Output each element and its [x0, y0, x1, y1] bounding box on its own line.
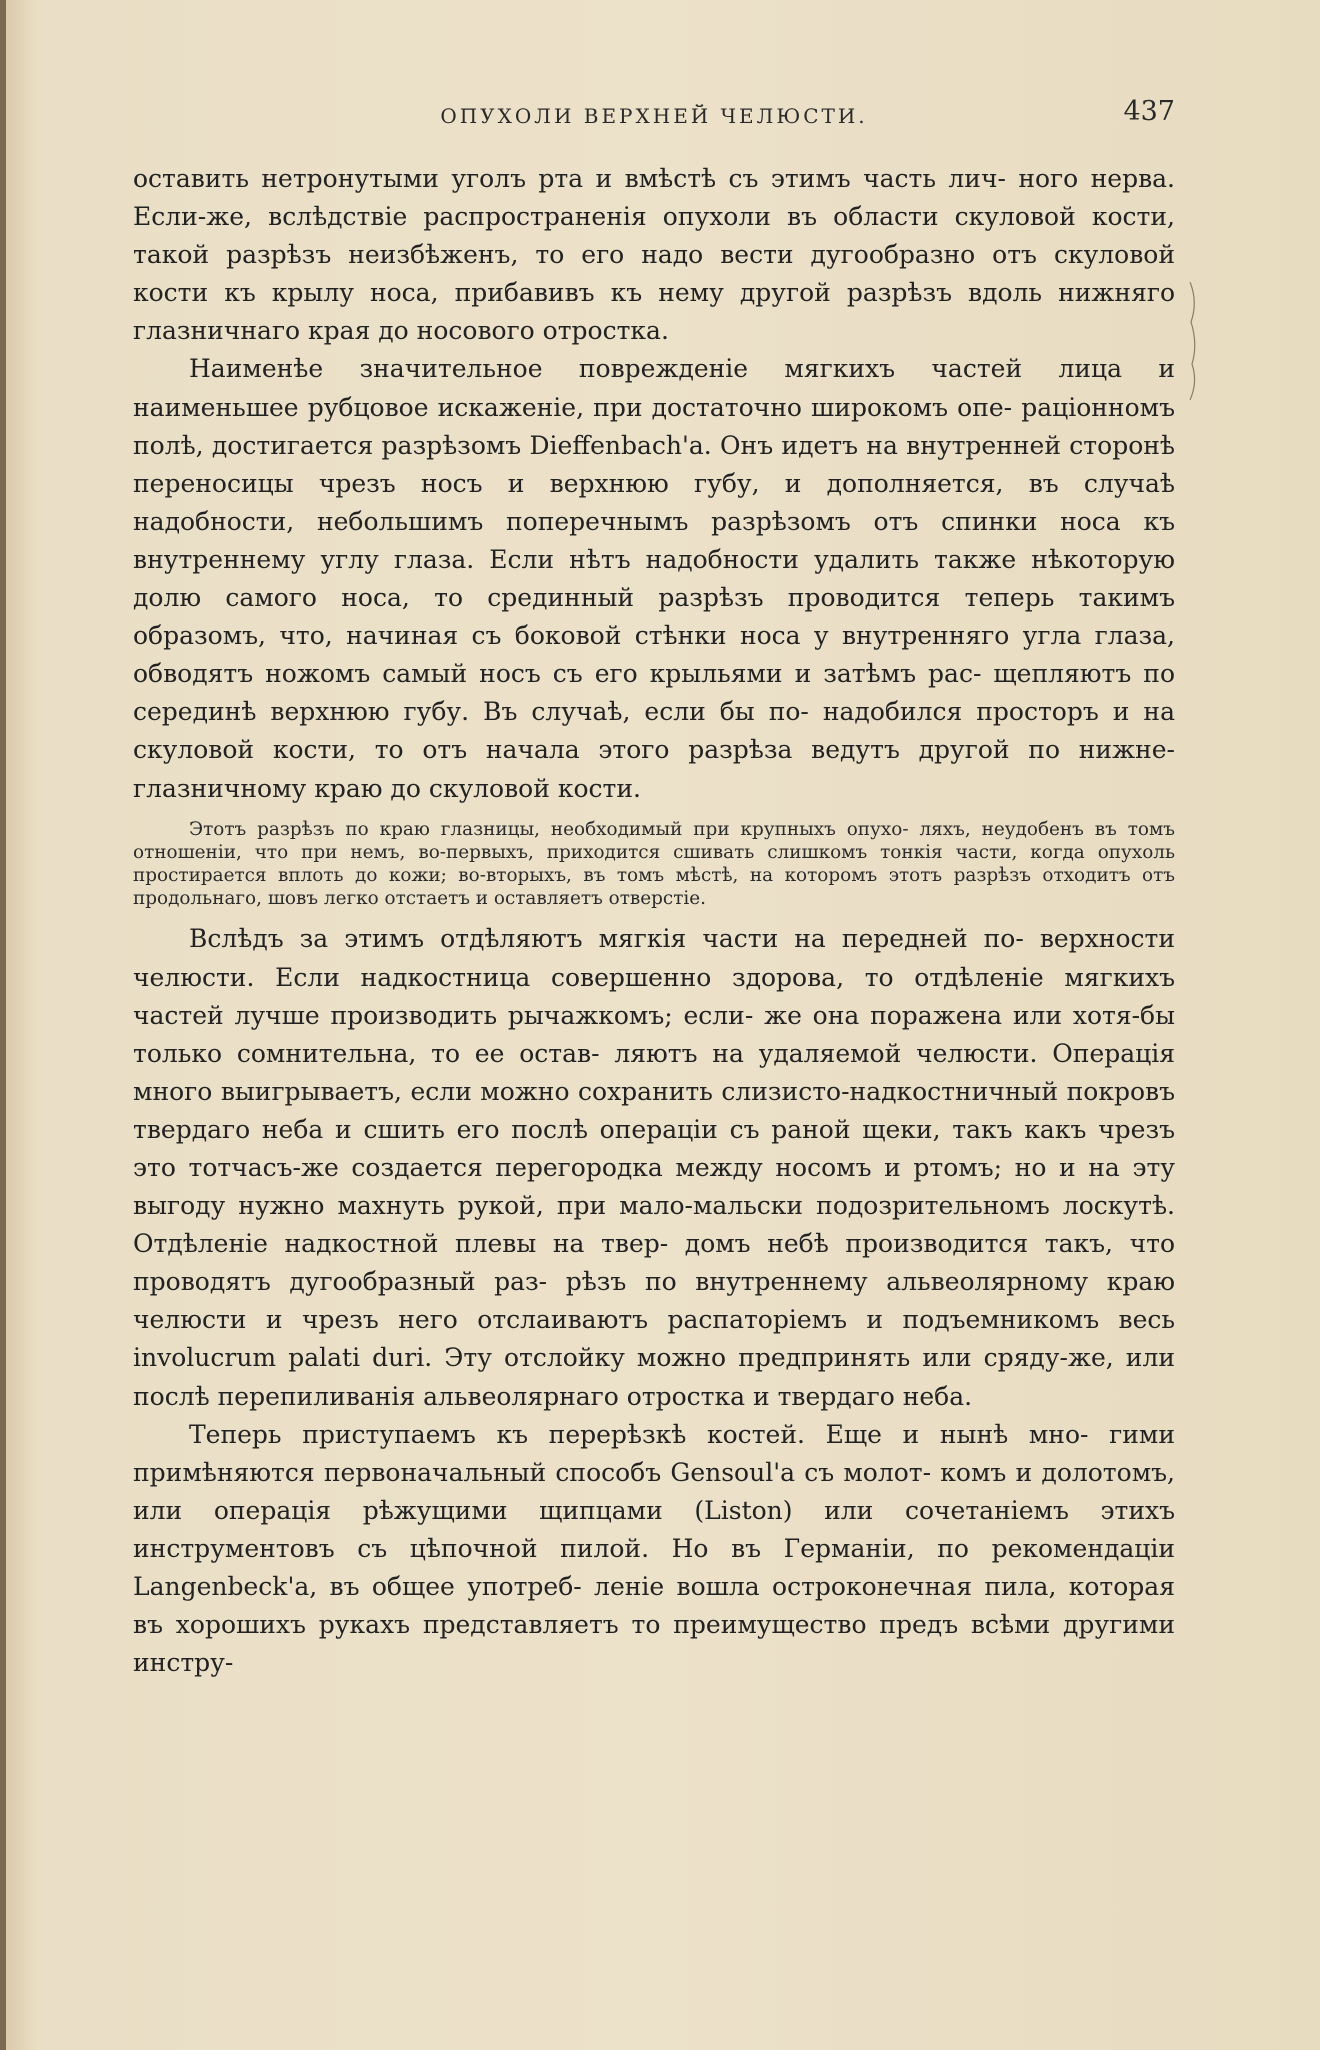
paragraph-1: оставить нетронутыми уголъ рта и вмѣстѣ съ этимъ часть лич- ного нерва. Если-же, вслѣдствіе распространенія опухоли въ области скуловой кости, такой разрѣзъ неизбѣженъ, то его надо вести дугообразно отъ скуловой кости къ крылу носа, прибавивъ къ нему другой разрѣзъ вдоль нижняго глазничнаго края до носового отростка. — [133, 164, 1175, 346]
footnote: Этотъ разрѣзъ по краю глазницы, необходимый при крупныхъ опухо- ляхъ, неудобенъ въ томъ отношеніи, что при немъ, во-первыхъ, приходится сшивать слишкомъ тонкія части, когда опухоль простирается вплоть до кожи; во-вторыхъ, въ томъ мѣстѣ, на которомъ этотъ разрѣзъ отходитъ отъ продольнаго, шовъ легко отстаетъ и оставляетъ отверстіе. — [133, 818, 1175, 910]
running-title: ОПУХОЛИ ВЕРХНЕЙ ЧЕЛЮСТИ. — [440, 104, 868, 128]
paragraph-2: Наименѣе значительное поврежденіе мягкихъ частей лица и наименьшее рубцовое искаженіе, при достаточно широкомъ опе- раціонномъ полѣ, достигается разрѣзомъ Dieffenbach'а. Онъ идетъ на внутренней сторонѣ переносицы чрезъ носъ и верхнюю губу, и дополняется, въ случаѣ надобности, небольшимъ поперечнымъ разрѣзомъ отъ спинки носа къ внутреннему углу глаза. Если нѣтъ надобности удалить также нѣкоторую долю самого носа, то срединный разрѣзъ проводится теперь такимъ образомъ, что, начиная съ боковой стѣнки носа у внутренняго угла глаза, обводятъ ножомъ самый носъ съ его крыльями и затѣмъ рас- щепляютъ по серединѣ верхнюю губу. Въ случаѣ, если бы по- надобился просторъ и на скуловой кости, то отъ начала этого разрѣза ведутъ другой по нижне-глазничному краю до скуловой кости. — [133, 354, 1175, 803]
page-body — [133, 160, 1175, 1682]
paragraph-3: Вслѣдъ за этимъ отдѣляютъ мягкія части на передней по- верхности челюсти. Если надкостница совершенно здорова, то отдѣленіе мягкихъ частей лучше производить рычажкомъ; если- же она поражена или хотя-бы только сомнительна, то ее остав- ляютъ на удаляемой челюсти. Операція много выигрываетъ, если можно сохранить слизисто-надкостничный покровъ твердаго неба и сшить его послѣ операціи съ раной щеки, такъ какъ чрезъ это тотчасъ-же создается перегородка между носомъ и ртомъ; но и на эту выгоду нужно махнуть рукой, при мало-мальски подозрительномъ лоскутѣ. Отдѣленіе надкостной плевы на твер- домъ небѣ производится такъ, что проводятъ дугообразный раз- рѣзъ по внутреннему альвеолярному краю челюсти и чрезъ него отслаиваютъ распаторіемъ и подъемникомъ весь involucrum palati duri. Эту отслойку можно предпринять или сряду-же, или послѣ перепиливанія альвеолярнаго отростка и твердаго неба. — [133, 924, 1175, 1411]
book-spine-edge — [0, 0, 6, 2050]
paragraph-4: Теперь приступаемъ къ перерѣзкѣ костей. Еще и нынѣ мно- гими примѣняются первоначальный способъ Gensoul'а съ молот- комъ и долотомъ, или операція рѣжущими щипцами (Liston) или сочетаніемъ этихъ инструментовъ съ цѣпочной пилой. Но въ Германіи, по рекомендаціи Langenbeck'а, въ общее употреб- леніе вошла остроконечная пила, которая въ хорошихъ рукахъ представляетъ то преимущество предъ всѣми другими инстру- — [133, 1419, 1175, 1678]
margin-pencil-marks — [1186, 282, 1200, 402]
running-head — [133, 96, 1175, 132]
page-number: 437 — [1123, 96, 1175, 127]
